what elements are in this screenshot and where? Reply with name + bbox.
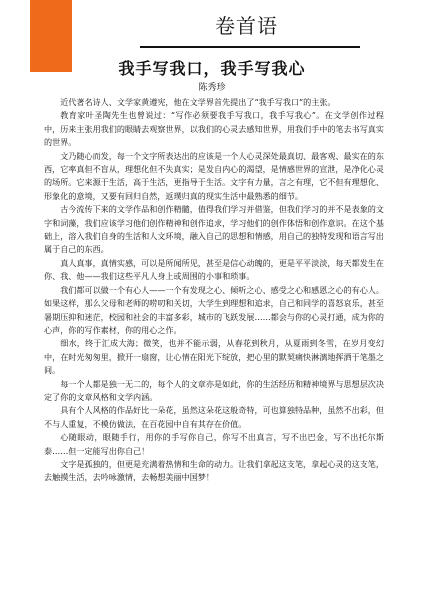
paragraph: 真人真事，真情实感，可以是所闻所见，甚至是信心动魄的，更是平平淡淡，每天都发生在你、我、他——我们这些平凡人身上或周围的小事和琐事。 bbox=[44, 257, 384, 282]
paragraph: 细水，终于汇成大海；微笑，也并不能示弱，从春花到秋月，从夏雨到冬雪，在岁月变幻中，在时光匆匆里，掀开一扇窗，让心情在阳光下绽放，把心里的默契痛快淋漓地挥洒于笔墨之间。 bbox=[44, 338, 384, 376]
section-title: 卷首语 bbox=[215, 14, 278, 38]
paragraph: 文乃随心而发，每一个文字所表达出的应该是一个人心灵深处最真切、最客观、最实在的东西，它率真但不盲从，理想化但不失真实；是发自内心的渴望，是情感世界的宣泄，是净化心灵的场所。它来源于生活，高于生活，更指导于生活。文字有力量，言之有理，它不但有理想化、形象化的意境，又要有回归自然，返璞归真的现实生活中最熟悉的细节。 bbox=[44, 150, 384, 201]
paragraph: 我们都可以做一个有心人——一个有发现之心、倾听之心、感受之心和感恩之心的有心人。如果这样，那么父母和老师的唠叨和关切，大学生到理想和追求，自己和同学的喜怒哀乐，甚至暑期压抑和迷茫，校园和社会的丰富多彩，城市的飞跃发展……都会与你的心灵打通，成为你的心声，你的写作素材，你的用心之作。 bbox=[44, 284, 384, 335]
paragraph: 近代著名诗人、文学家黄遵宪，他在文学界首先提出了“我手写我口”的主张。 bbox=[60, 97, 336, 107]
article-body bbox=[44, 96, 384, 485]
paragraph: 心随眼动，眼随手行，用你的手写你自己，你写不出真言，写不出巴金，写不出托尔斯泰……但一定能写出你自己！ bbox=[44, 432, 384, 456]
header-divider bbox=[140, 46, 360, 48]
article-title: 我手写我口，我手写我心 bbox=[118, 59, 306, 78]
paragraph: 文字是孤独的，但更是充满着热情和生命的动力。让我们拿起这支笔，拿起心灵的这支笔，去触摸生活，去吟咏激情，去畅想美丽中国梦！ bbox=[44, 458, 384, 483]
paragraph: 每一个人都是独一无二的，每个人的文章亦是如此，你的生活经历和精神境界与思想层次决定了你的文章风格和文学内涵。 bbox=[44, 378, 384, 402]
paragraph: 古今流传下来的文学作品和创作精髓，值得我们学习并借鉴，但我们学习的并不是表象的文字和词藻，我们应该学习他们创作精神和创作追求，学习他们的创作体悟和创作意识。在这个基础上，溶入我们自身的生活和人文环境，融入自己的思想和情感，用自己的独特发现和语言写出属于自己的东西。 bbox=[44, 204, 384, 255]
paragraph: 具有个人风格的作品好比一朵花，虽然这朵花这般奇特，可也算独特品种，虽然不出彩，但不与人重复，不模仿做法，在百花园中自有其存在价值。 bbox=[44, 405, 384, 429]
article-author: 陈秀珍 bbox=[198, 83, 226, 93]
paragraph: 教育家叶圣陶先生也曾说过：“写作必须要我手写我口，我手写我心”。在文学创作过程中，历来主张用我们的眼睛去观察世界，以我们的心灵去感知世界，用我们手中的笔去书写真实的世界。 bbox=[44, 110, 384, 148]
